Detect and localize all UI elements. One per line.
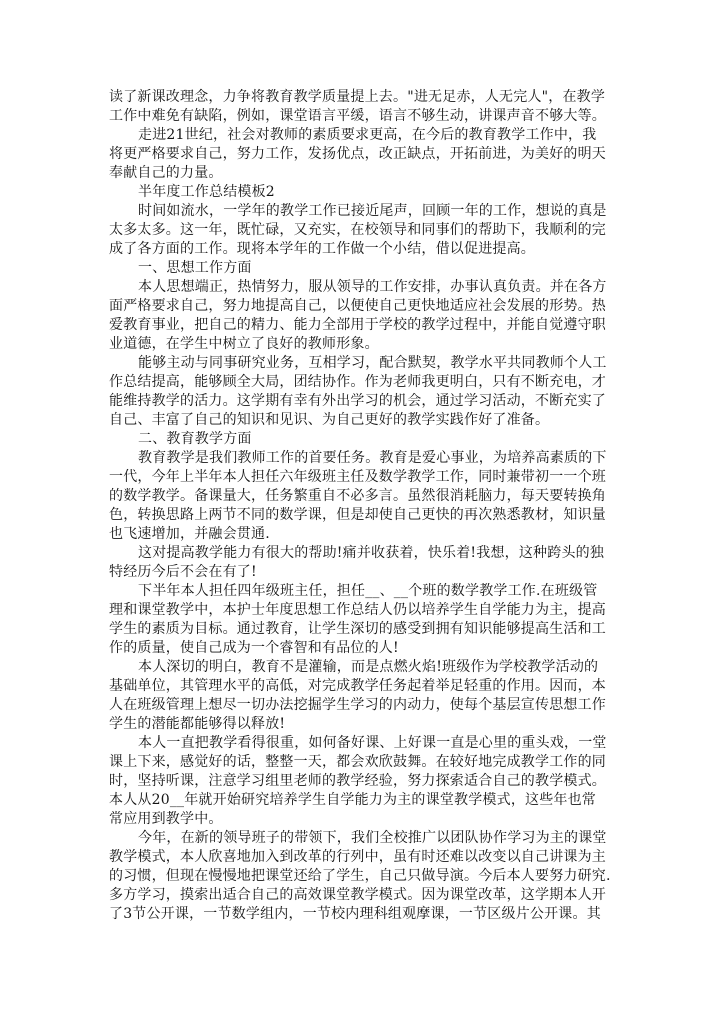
text-line: 教学模式，本人欣喜地加入到改革的行列中，虽有时还难以改变以自己讲课为主	[109, 849, 606, 865]
text-line: 走进21世纪，社会对教师的素质要求更高，在今后的教育教学工作中，我	[138, 127, 597, 143]
text-line: 特经历今后不会在有了!	[109, 564, 257, 580]
text-line: 的数学教学。备课量大，任务繁重自不必多言。虽然很消耗脑力，每天要转换角	[109, 488, 606, 504]
text-line: 时间如流水，一学年的教学工作已接近尾声，回顾一年的工作，想说的真是	[138, 203, 607, 219]
text-line: 作总结提高，能够顾全大局，团结协作。作为老师我更明白，只有不断充电，才	[109, 374, 606, 390]
text-line: 人在班级管理上想尽一切办法挖掘学生学习的内动力，使每个基层宣传思想工作	[109, 697, 606, 713]
text-line: 将更严格要求自己，努力工作，发扬优点，改正缺点，开拓前进，为美好的明天	[109, 146, 606, 162]
text-line: 太多太多。这一年，既忙碌，又充实，在校领导和同事们的帮助下，我顺利的完	[109, 222, 606, 238]
text-line: 课上下来，感觉好的话，整整一天，都会欢欣鼓舞。在较好地完成教学工作的同	[109, 754, 606, 770]
text-line: 也飞速增加，并融会贯通.	[109, 526, 270, 542]
text-line: 作的质量，使自己成为一个睿智和有品位的人!	[109, 640, 399, 656]
text-line: 多方学习，摸索出适合自己的高效课堂教学模式。因为课堂改革，这学期本人开	[109, 887, 606, 903]
text-line: 奉献自己的力量。	[109, 165, 223, 181]
text-line: 理和课堂教学中，本护士年度思想工作总结人仍以培养学生自学能力为主，提高	[109, 602, 606, 618]
text-line: 时，坚持听课，注意学习组里老师的教学经验，努力探索适合自己的教学模式。	[109, 773, 606, 789]
text-line: 读了新课改理念，力争将教育教学质量提上去。"进无足赤，人无完人"，在教学	[109, 89, 606, 105]
document-body	[109, 88, 615, 924]
text-line: 这对提高教学能力有很大的帮助!痛并收获着，快乐着!我想，这种跨头的独	[138, 545, 605, 561]
text-line: 色，转换思路上两节不同的数学课，但是却使自己更快的再次熟悉教材，知识量	[109, 507, 606, 523]
text-line: 二、教育教学方面	[138, 431, 252, 447]
text-line: 教育教学是我们教师工作的首要任务。教育是爱心事业，为培养高素质的下	[138, 450, 607, 466]
text-line: 今年，在新的领导班子的带领下，我们全校推广以团队协作学习为主的课堂	[138, 830, 607, 846]
text-line: 本人一直把教学看得很重，如何备好课、上好课一直是心里的重头戏，一堂	[138, 735, 607, 751]
text-line: 下半年本人担任四年级班主任，担任__、__个班的数学教学工作.在班级管	[138, 583, 598, 599]
text-line: 一、思想工作方面	[138, 260, 252, 276]
text-line: 本人从20__年就开始研究培养学生自学能力为主的课堂教学模式，这些年也常	[109, 792, 597, 808]
text-line: 本人深切的明白，教育不是灌输，而是点燃火焰!班级作为学校教学活动的	[138, 659, 599, 675]
text-line: 半年度工作总结模板2	[138, 184, 275, 200]
text-line: 能维持教学的活力。这学期有幸有外出学习的机会，通过学习活动，不断充实了	[109, 393, 606, 409]
text-line: 能够主动与同事研究业务，互相学习，配合默契，教学水平共同教师个人工	[138, 355, 607, 371]
text-line: 本人思想端正，热情努力，服从领导的工作安排，办事认真负责。并在各方	[138, 279, 607, 295]
text-line: 自己、丰富了自己的知识和见识、为自己更好的教学实践作好了准备。	[109, 412, 550, 428]
text-line: 爱教育事业，把自己的精力、能力全部用于学校的教学过程中，并能自觉遵守职	[109, 317, 606, 333]
text-line: 了3节公开课，一节数学组内，一节校内理科组观摩课，一节区级片公开课。其	[109, 906, 601, 922]
text-line: 学生的潜能都能够得以释放!	[109, 716, 286, 732]
text-line: 的习惯，但现在慢慢地把课堂还给了学生，自己只做导演。今后本人要努力研究.	[109, 868, 611, 884]
text-line: 成了各方面的工作。现将本学年的工作做一个小结，借以促进提高。	[109, 241, 535, 257]
text-line: 基础单位，其管理水平的高低，对完成教学任务起着举足轻重的作用。因而，本	[109, 678, 606, 694]
text-line: 工作中难免有缺陷，例如，课堂语言平缓，语言不够生动，讲课声音不够大等。	[109, 108, 606, 124]
text-line: 业道德，在学生中树立了良好的教师形象。	[109, 336, 379, 352]
text-line: 常应用到教学中。	[109, 811, 223, 827]
text-line: 一代，今年上半年本人担任六年级班主任及数学教学工作，同时兼带初一一个班	[109, 469, 606, 485]
text-line: 面严格要求自己，努力地提高自己，以便使自己更快地适应社会发展的形势。热	[109, 298, 606, 314]
text-line: 学生的素质为目标。通过教育，让学生深切的感受到拥有知识能够提高生活和工	[109, 621, 606, 637]
